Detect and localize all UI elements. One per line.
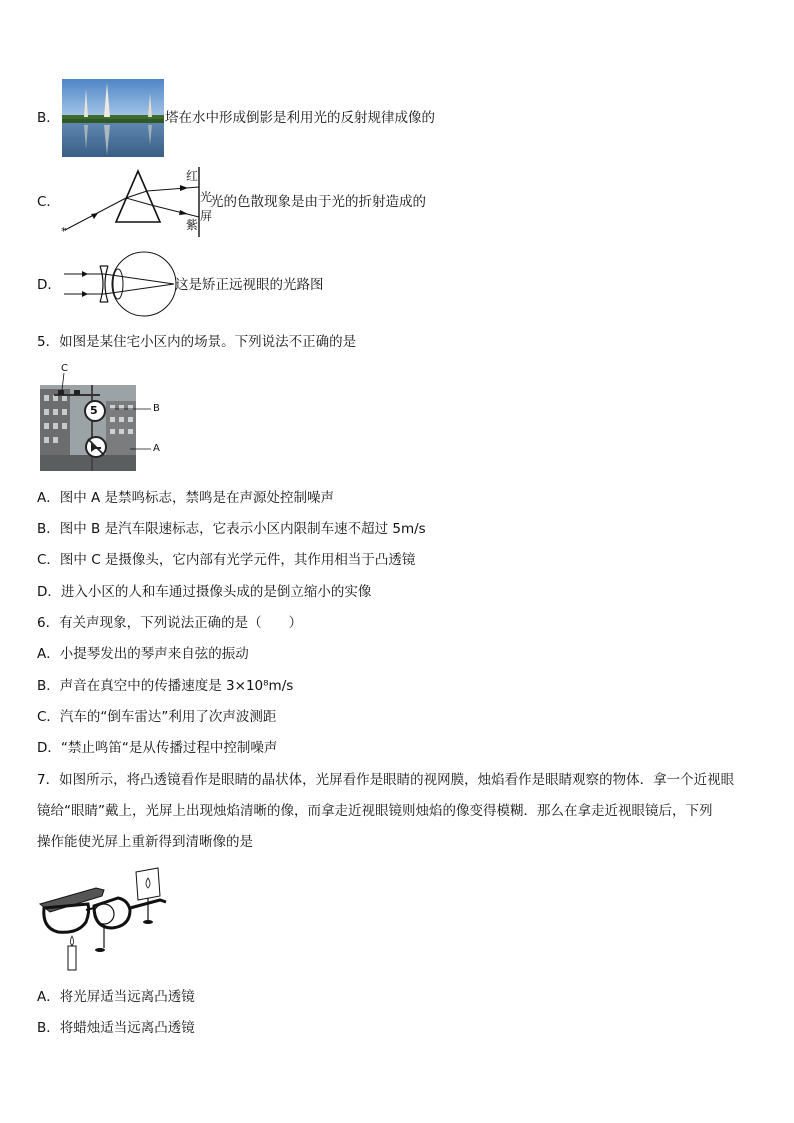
option-letter-d: D． (37, 277, 61, 293)
option-text-c: 光的色散现象是由于光的折射造成的 (210, 194, 426, 210)
label-light: 光 (200, 190, 213, 204)
pagoda-reflection-photo (62, 79, 164, 157)
q5-option-a: A．图中 A 是禁鸣标志，禁鸣是在声源处控制噪声 (37, 490, 335, 506)
q7-stem-line1: 7．如图所示，将凸透镜看作是眼睛的晶状体，光屏看作是眼睛的视网膜，烛焰看作是眼睛观察的物体．拿一个近视眼 (37, 772, 735, 788)
speed-sign-number: 5 (90, 404, 98, 417)
q6-option-b: B．声音在真空中的传播速度是 3×10⁸m/s (37, 678, 294, 694)
label-screen: 屏 (200, 209, 213, 223)
q6-stem: 6．有关声现象，下列说法正确的是（ ） (37, 615, 303, 631)
q6-option-a: A．小提琴发出的琴声来自弦的振动 (37, 646, 249, 662)
option-text-d: 这是矫正远视眼的光路图 (175, 277, 324, 293)
q6-option-c: C．汽车的“倒车雷达”利用了次声波测距 (37, 709, 277, 725)
q7-stem-line3: 操作能使光屏上重新得到清晰像的是 (37, 834, 253, 850)
fig-label-b: B (153, 403, 160, 414)
q7-option-a: A．将光屏适当远离凸透镜 (37, 989, 195, 1005)
q5-stem: 5．如图是某住宅小区内的场景。下列说法不正确的是 (37, 334, 357, 350)
option-letter-c: C． (37, 194, 60, 210)
fig-label-a: A (153, 443, 160, 454)
q7-option-b: B．将蜡烛适当远离凸透镜 (37, 1020, 195, 1036)
fig-label-c: C (61, 363, 68, 374)
option-letter-b: B． (37, 110, 60, 126)
eye-lens-correction-diagram (62, 250, 178, 318)
residential-scene-photo (40, 363, 170, 473)
q7-stem-line2: 镜给“眼睛”戴上，光屏上出现烛焰清晰的像，而拿走近视眼镜则烛焰的像变得模糊．那么在拿走近视眼镜后，下列 (37, 803, 713, 819)
q5-option-c: C．图中 C 是摄像头，它内部有光学元件，其作用相当于凸透镜 (37, 552, 416, 568)
glasses-candle-lens-figure (38, 866, 174, 974)
q5-option-d: D．进入小区的人和车通过摄像头成的是倒立缩小的实像 (37, 584, 372, 600)
q5-option-b: B．图中 B 是汽车限速标志，它表示小区内限制车速不超过 5m/s (37, 521, 426, 537)
svg-text:*: * (61, 225, 67, 238)
label-red: 红 (186, 169, 199, 183)
q6-option-d: D．“禁止鸣笛“是从传播过程中控制噪声 (37, 740, 278, 756)
option-text-b: 塔在水中形成倒影是利用光的反射规律成像的 (165, 110, 435, 126)
label-purple: 紫 (186, 218, 199, 232)
